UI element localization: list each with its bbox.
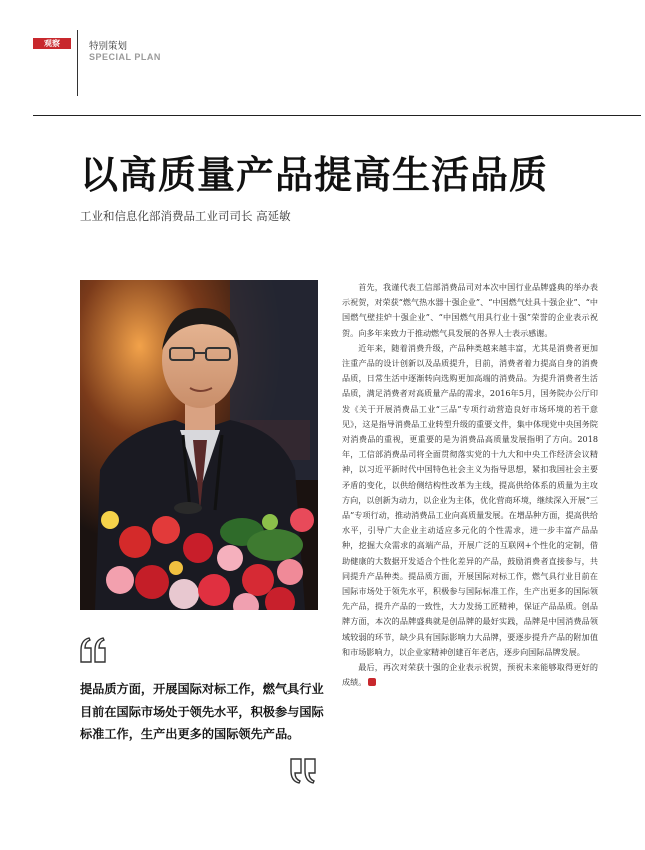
body-paragraph: 近年来，随着消费升级，产品种类越来越丰富，尤其是消费者更加注重产品的设计创新以及品质提升，目前，消费者着力提高自身的消费品质，日常生活中逐渐转向选购更加高端的消费品。为提升消费者生活品质，满足消费者对高质量产品的需求，2016年5月，国务院办公厅印发《关于开展消费品工业“三品”专项行动营造良好市场环境的若干意见》，这是指导消费品工业转型升级的重要文件，集中体现党中央国务院对消费品的重视，更重要的是为消费品高质量发展指明了方向。2018年，工信部消费品司将全面贯彻落实党的十九大和中央工作经济会议精神，以习近平新时代中国特色社会主义为指导思想，紧扣我国社会主要矛盾的变化，以供给侧结构性改革为主线，提高供给体系的质量为主攻方向，以创新为动力，以企业为主体，优化营商环境，继续深入开展“三品”专项行动，推动消费品工业向高质量发展。在增品种方面，提高供给水平，引导广大企业主动适应多元化的个性需求，进一步丰富产品品种，挖掘大众需求的高端产品，开展广泛的互联网+个性化的定制，借助健康的大数据开发适合个性化差异的产品，鼓励消费者直接参与，共同提升产品种类。提品质方面，开展国际对标工作，燃气具行业目前在国际市场处于领先水平，积极参与国际标准工作，生产出更多的国际领先产品，提升产品的一致性，大力发扬工匠精神，保证产品品质。创品牌方面，本次的品牌盛典就是创品牌的最好实践，品牌是中国消费品领域较弱的环节，缺少具有国际影响力大品牌，要逐步提升产品的附加值和市场影响力，以企业家精神创建百年老店，逐步向国际品牌发展。	[342, 342, 598, 657]
article-author: 工业和信息化部消费品工业司司长 高延敏	[80, 209, 291, 223]
open-quote-icon	[80, 637, 108, 667]
body-paragraph: 首先，我谨代表工信部消费品司对本次中国行业品牌盛典的举办表示祝贺，对荣获“燃气热水器十强企业”、“中国燃气灶具十强企业”、“中国燃气壁挂炉十强企业”、“中国燃气用具行业十强”荣誉的企业表示祝贺。向多年来致力于推动燃气具发展的各界人士表示感谢。	[342, 282, 598, 338]
article-title: 以高质量产品提高生活品质	[80, 152, 549, 197]
section-subtitle: SPECIAL PLAN	[89, 52, 161, 62]
speaker-photo	[80, 280, 318, 610]
pull-quote: 提品质方面，开展国际对标工作，燃气具行业目前在国际市场处于领先水平，积极参与国际标准工作，生产出更多的国际领先产品。	[80, 682, 324, 741]
magazine-tag: 观察	[33, 38, 71, 49]
body-paragraph	[342, 660, 598, 690]
article-body	[342, 280, 598, 690]
end-mark-icon	[368, 678, 376, 686]
close-quote-icon	[290, 758, 318, 788]
header-rule	[33, 115, 641, 116]
header-divider	[77, 30, 78, 96]
section-title: 特别策划	[89, 41, 128, 52]
closing-text: 最后，再次对荣获十强的企业表示祝贺，预祝未来能够取得更好的成绩。	[342, 662, 598, 688]
